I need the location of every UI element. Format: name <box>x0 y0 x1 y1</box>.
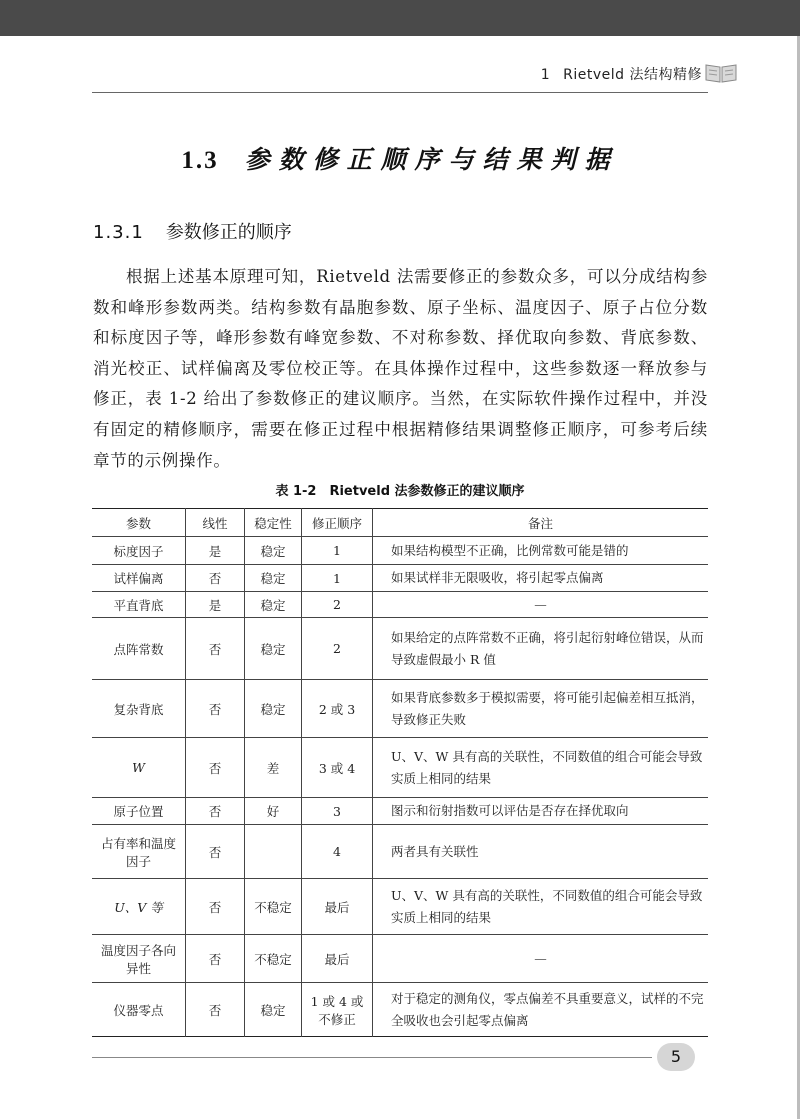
cell-param: 占有率和温度因子 <box>100 835 176 869</box>
cell-note: 对于稳定的测角仪，零点偏差不具重要意义，试样的不完全吸收也会引起零点偏离 <box>373 983 709 1037</box>
cell-order: 4 <box>302 825 373 879</box>
book-icon <box>704 62 738 84</box>
cell-linear: 否 <box>186 618 245 680</box>
cell-linear: 否 <box>186 680 245 738</box>
cell-note: 如果给定的点阵常数不正确，将引起衍射峰位错误，从而导致虚假最小 R 值 <box>373 618 709 680</box>
table-row <box>92 935 708 983</box>
chapter-number: 1 <box>540 67 551 83</box>
chapter-title: Rietveld 法结构精修 <box>563 67 702 83</box>
table-caption: 表 1-2 Rietveld 法参数修正的建议顺序 <box>275 484 525 499</box>
header-note: 备注 <box>373 509 709 537</box>
header-linear: 线性 <box>186 509 245 537</box>
cell-order: 1 或 4 或不修正 <box>302 983 373 1037</box>
cell-stability: 不稳定 <box>245 935 302 983</box>
table-row <box>92 618 708 680</box>
cell-stability: 稳定 <box>245 618 302 680</box>
cell-linear: 否 <box>186 565 245 592</box>
header-rule <box>92 92 708 93</box>
cell-note: — <box>373 935 709 983</box>
table-row <box>92 537 708 565</box>
cell-stability <box>245 825 302 879</box>
cell-param: U、V 等 <box>114 899 163 915</box>
table-row <box>92 798 708 825</box>
table-row <box>92 565 708 592</box>
parameter-order-table <box>92 508 708 1037</box>
header-order: 修正顺序 <box>302 509 373 537</box>
cell-stability: 好 <box>245 798 302 825</box>
cell-note: 两者具有关联性 <box>373 825 709 879</box>
cell-note: — <box>373 592 709 618</box>
table-row <box>92 983 708 1037</box>
page-number: 5 <box>657 1043 695 1071</box>
footer-rule <box>92 1057 652 1058</box>
subsection-heading <box>93 218 292 244</box>
top-dark-strip <box>0 0 800 36</box>
cell-stability: 差 <box>245 738 302 798</box>
cell-note: 如果背底参数多于模拟需要，将可能引起偏差相互抵消，导致修正失败 <box>373 680 709 738</box>
cell-param: 仪器零点 <box>113 1002 164 1018</box>
section-title-text: 参数修正顺序与结果判据 <box>244 145 619 174</box>
cell-linear: 是 <box>186 592 245 618</box>
cell-order: 最后 <box>302 935 373 983</box>
cell-param: 温度因子各向异性 <box>100 942 176 976</box>
cell-note: 如果试样非无限吸收，将引起零点偏离 <box>373 565 709 592</box>
cell-order: 2 <box>302 618 373 680</box>
cell-stability: 稳定 <box>245 592 302 618</box>
cell-linear: 否 <box>186 798 245 825</box>
subsection-title: 参数修正的顺序 <box>165 222 292 243</box>
cell-linear: 是 <box>186 537 245 565</box>
running-head <box>541 64 702 84</box>
table-header-row <box>92 509 708 537</box>
cell-linear: 否 <box>186 825 245 879</box>
cell-order: 3 或 4 <box>302 738 373 798</box>
section-number: 1.3 <box>181 147 219 174</box>
cell-note: 如果结构模型不正确，比例常数可能是错的 <box>373 537 709 565</box>
cell-stability: 稳定 <box>245 983 302 1037</box>
table-row <box>92 592 708 618</box>
table-row <box>92 879 708 935</box>
cell-param: 标度因子 <box>113 543 164 559</box>
cell-stability: 稳定 <box>245 565 302 592</box>
table-row <box>92 738 708 798</box>
cell-param: 原子位置 <box>113 804 164 819</box>
cell-order: 2 <box>302 592 373 618</box>
section-title <box>0 140 800 176</box>
cell-order: 3 <box>302 798 373 825</box>
cell-param: 平直背底 <box>113 597 164 613</box>
table-row <box>92 680 708 738</box>
cell-order: 1 <box>302 537 373 565</box>
header-stability: 稳定性 <box>245 509 302 537</box>
subsection-number: 1.3.1 <box>93 222 144 243</box>
cell-param: 试样偏离 <box>113 571 164 586</box>
cell-linear: 否 <box>186 738 245 798</box>
body-paragraph: 根据上述基本原理可知，Rietveld 法需要修正的参数众多，可以分成结构参数和峰形参数两类。结构参数有晶胞参数、原子坐标、温度因子、原子占位分数和标度因子等，峰形参数有峰宽参数、不对称参数、择优取向参数、背底参数、消光校正、试样偏离及零位校正等。在具体操作过程中，这些参数逐一释放参与修正，表 1-2 给出了参数修正的建议顺序。当然，在实际软件操作过程中，并没有固定的精修顺序，需要在修正过程中根据精修结果调整修正顺序，可参考后续章节的示例操作。 <box>93 267 708 470</box>
cell-linear: 否 <box>186 879 245 935</box>
cell-linear: 否 <box>186 983 245 1037</box>
cell-note: 图示和衍射指数可以评估是否存在择优取向 <box>373 798 709 825</box>
cell-linear: 否 <box>186 935 245 983</box>
cell-stability: 稳定 <box>245 680 302 738</box>
cell-order: 最后 <box>302 879 373 935</box>
cell-note: U、V、W 具有高的关联性，不同数值的组合可能会导致实质上相同的结果 <box>373 879 709 935</box>
table-row <box>92 825 708 879</box>
cell-stability: 稳定 <box>245 537 302 565</box>
cell-order: 2 或 3 <box>302 680 373 738</box>
cell-param: 点阵常数 <box>113 641 164 657</box>
cell-param: 复杂背底 <box>113 701 164 717</box>
cell-param: W <box>132 760 145 775</box>
cell-order: 1 <box>302 565 373 592</box>
cell-stability: 不稳定 <box>245 879 302 935</box>
cell-note: U、V、W 具有高的关联性，不同数值的组合可能会导致实质上相同的结果 <box>373 738 709 798</box>
header-param: 参数 <box>125 515 151 531</box>
